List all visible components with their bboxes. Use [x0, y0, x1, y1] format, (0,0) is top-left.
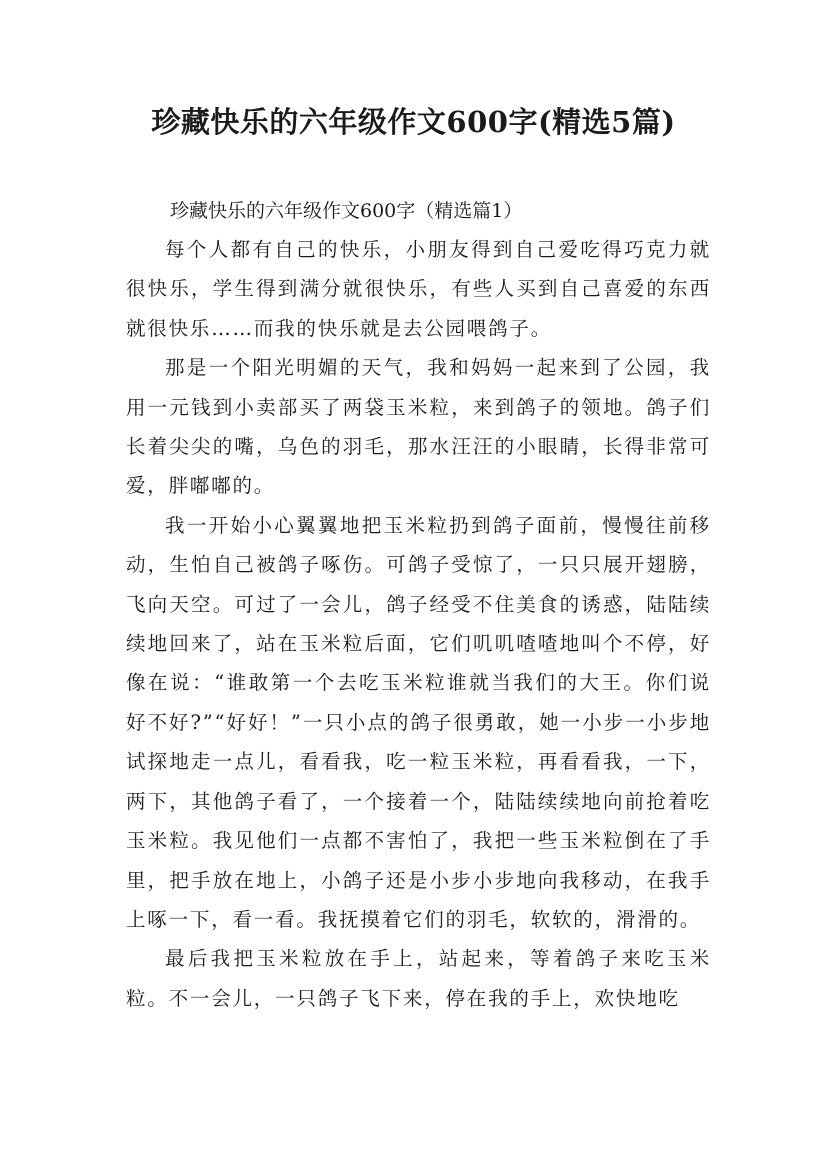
paragraph-2: 那是一个阳光明媚的天气，我和妈妈一起来到了公园，我用一元钱到小卖部买了两袋玉米粒，来到鸽子的领地。鸽子们长着尖尖的嘴，乌色的羽毛，那水汪汪的小眼睛，长得非常可爱，胖嘟嘟的。 [126, 356, 711, 498]
document-body [126, 192, 711, 1018]
paragraph-1: 每个人都有自己的快乐，小朋友得到自己爱吃得巧克力就很快乐，学生得到满分就很快乐，有些人买到自己喜爱的东西就很快乐……而我的快乐就是去公园喂鸽子。 [126, 238, 711, 340]
section-heading: 珍藏快乐的六年级作文600字（精选篇1） [170, 200, 523, 222]
document-title: 珍藏快乐的六年级作文600字(精选5篇) [151, 105, 676, 139]
paragraph-3: 我一开始小心翼翼地把玉米粒扔到鸽子面前，慢慢往前移动，生怕自己被鸽子啄伤。可鸽子受惊了，一只只展开翅膀，飞向天空。可过了一会儿，鸽子经受不住美食的诱惑，陆陆续续地回来了，站在玉米粒后面，它们叽叽喳喳地叫个不停，好像在说：“谁敢第一个去吃玉米粒谁就当我们的大王。你们说好不好?”“好好！”一只小点的鸽子很勇敢，她一小步一小步地试探地走一点儿，看看我，吃一粒玉米粒，再看看我，一下，两下，其他鸽子看了，一个接着一个，陆陆续续地向前抢着吃玉米粒。我见他们一点都不害怕了，我把一些玉米粒倒在了手里，把手放在地上，小鸽子还是小步小步地向我移动，在我手上啄一下，看一看。我抚摸着它们的羽毛，软软的，滑滑的。 [126, 513, 711, 931]
paragraph-4: 最后我把玉米粒放在手上，站起来，等着鸽子来吃玉米粒。不一会儿，一只鸽子飞下来，停在我的手上，欢快地吃 [126, 947, 711, 1010]
